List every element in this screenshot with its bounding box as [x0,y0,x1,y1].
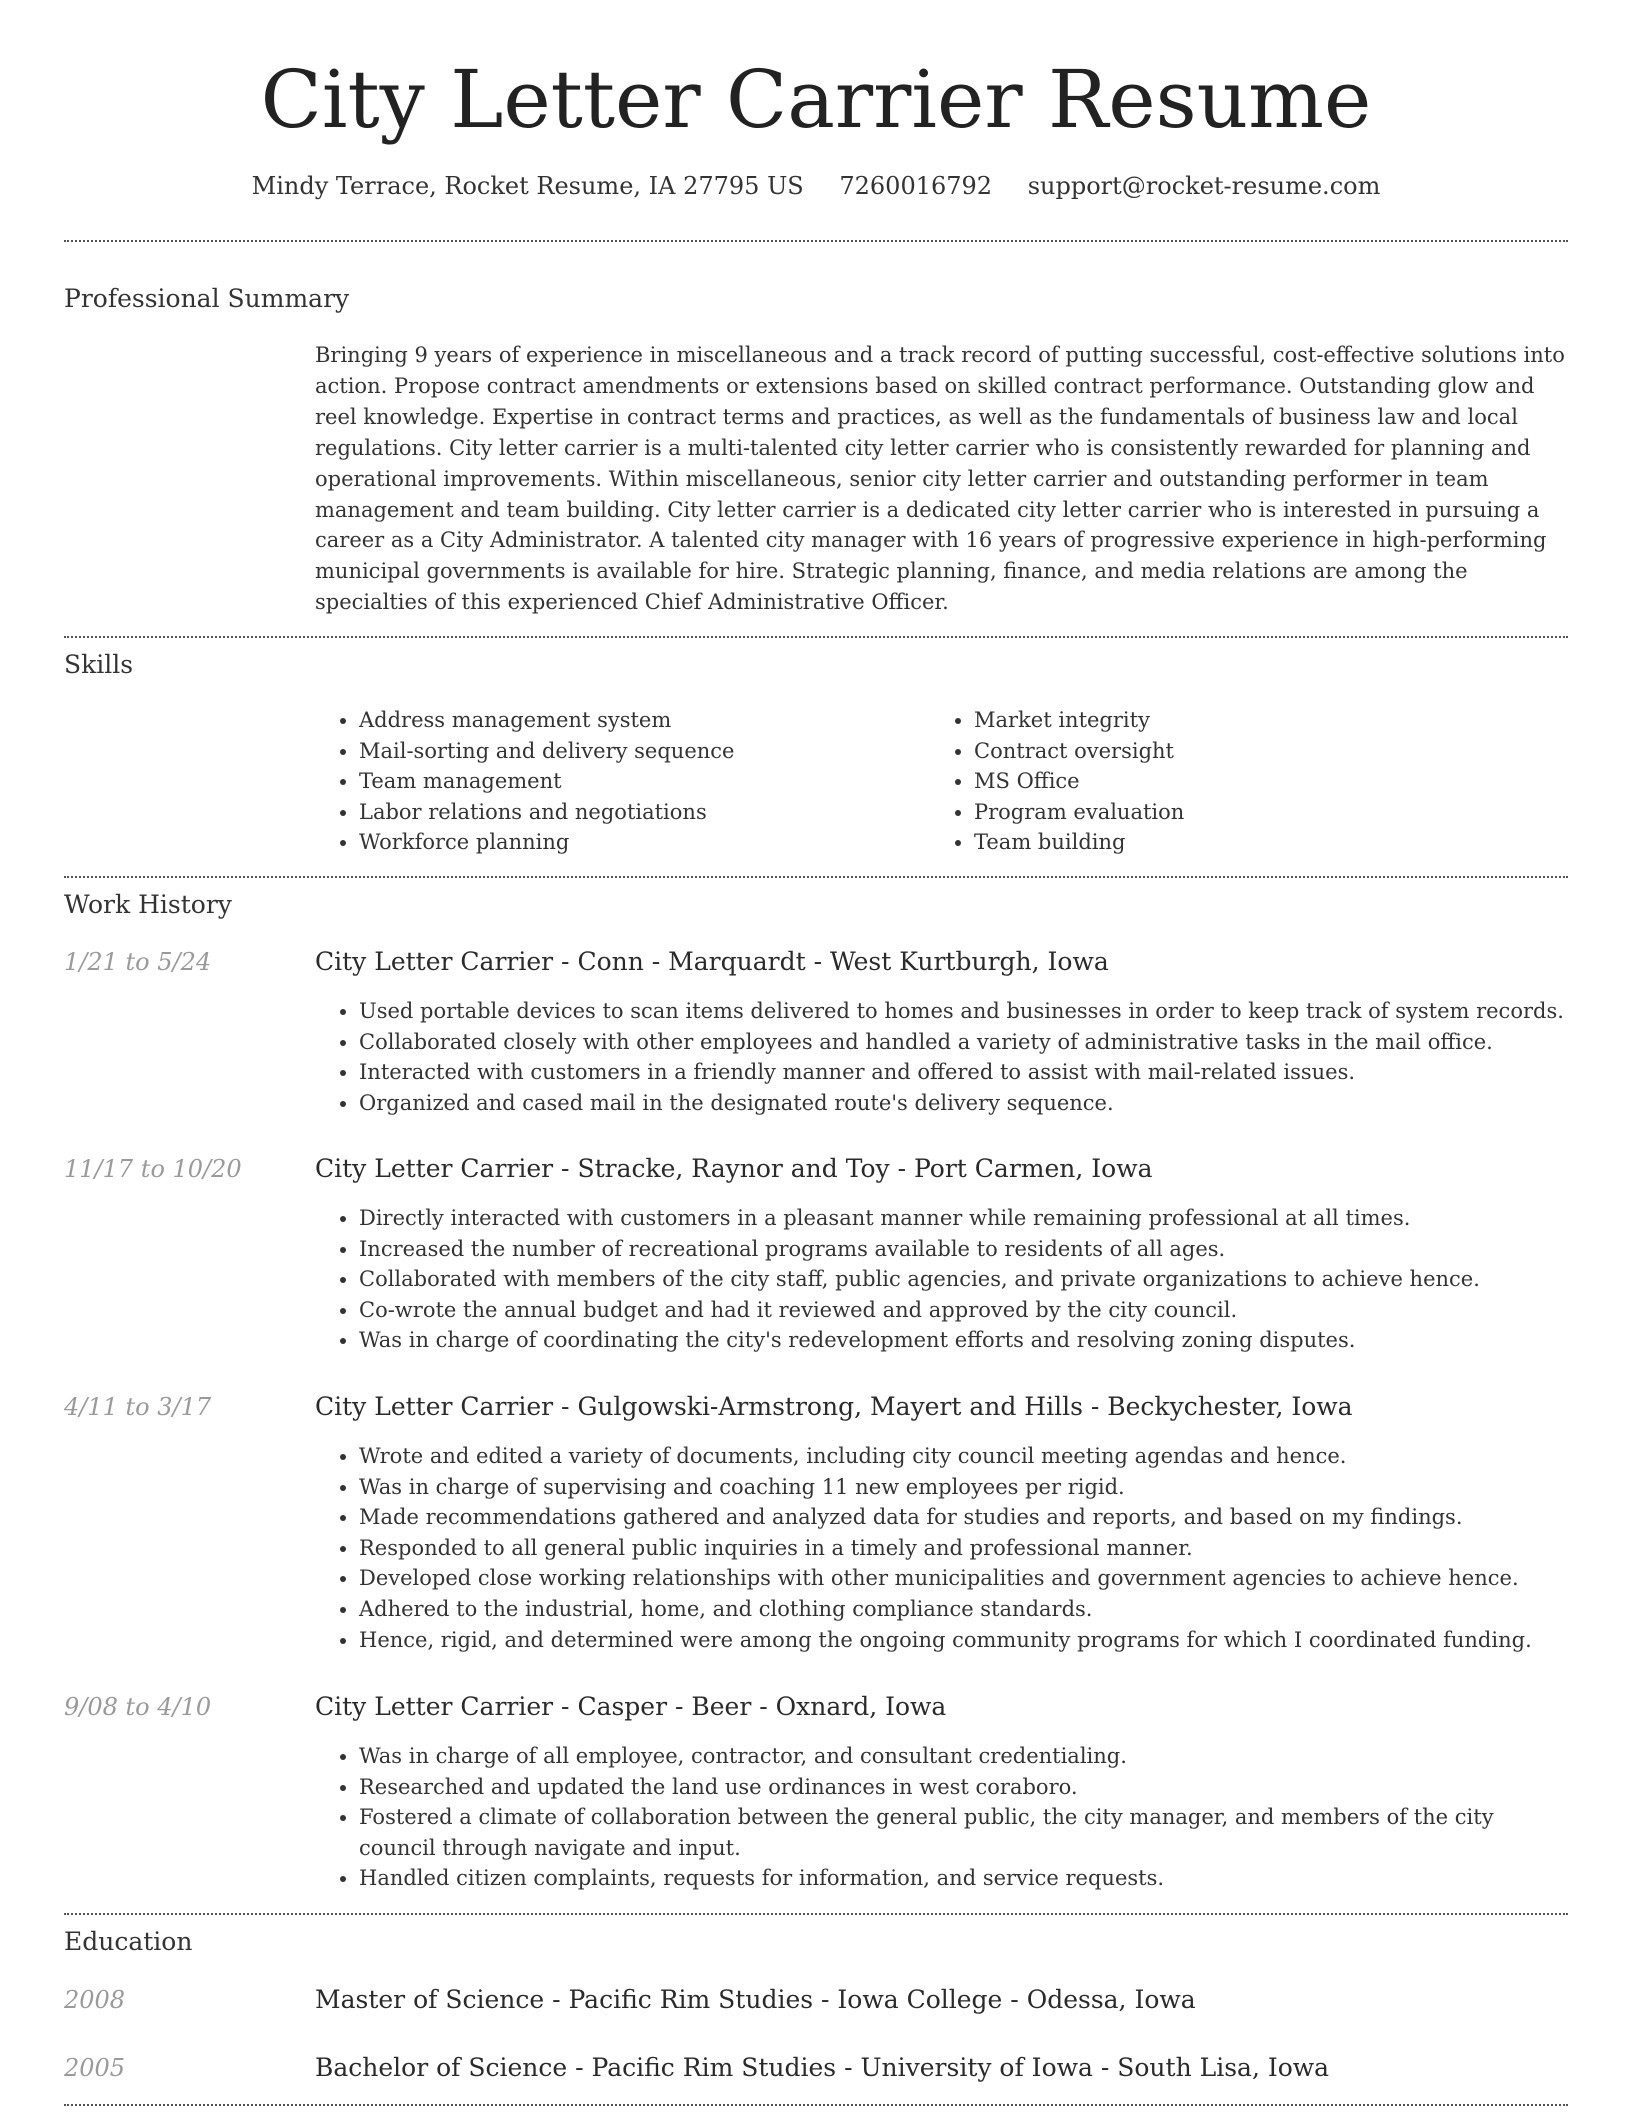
skill-item: • Address management system [359,705,915,736]
job-bullet: • Organized and cased mail in the designated route's delivery sequence. [359,1088,1565,1119]
job-bullet: • Fostered a climate of collaboration between the general public, the city manager, and members of the city council through navigate and input. [359,1802,1565,1863]
job-dates: 4/11 to 3/17 [64,1393,212,1421]
job-title: City Letter Carrier - Conn - Marquardt - West Kurtburgh, Iowa [315,947,1109,976]
resume-title: City Letter Carrier Resume [260,53,1372,146]
skill-item: • MS Office [974,766,1530,797]
job-bullet: • Adhered to the industrial, home, and clothing compliance standards. [359,1594,1565,1625]
job-bullet: • Was in charge of coordinating the city's redevelopment efforts and resolving zoning disputes. [359,1325,1565,1356]
job-title: City Letter Carrier - Casper - Beer - Oxnard, Iowa [315,1692,947,1721]
job-title: City Letter Carrier - Stracke, Raynor and Toy - Port Carmen, Iowa [315,1154,1153,1183]
job-dates: 1/21 to 5/24 [64,948,212,976]
job-bullet: • Made recommendations gathered and analyzed data for studies and reports, and based on my findings. [359,1502,1565,1533]
divider [64,1913,1568,1915]
job-bullet: • Collaborated with members of the city staff, public agencies, and private organizations to achieve hence. [359,1264,1565,1295]
job-bullet: • Collaborated closely with other employees and handled a variety of administrative tasks in the mail office. [359,1027,1565,1058]
skill-item: • Program evaluation [974,797,1530,828]
skill-item: • Workforce planning [359,827,915,858]
summary-heading: Professional Summary [64,284,350,313]
contact-address: Mindy Terrace, Rocket Resume, IA 27795 US [251,172,804,200]
skills-right-column [930,705,1530,858]
skill-item: • Market integrity [974,705,1530,736]
job-bullet: • Hence, rigid, and determined were among the ongoing community programs for which I coordinated funding. [359,1625,1565,1656]
job-bullets [315,1441,1565,1655]
skill-item: • Team building [974,827,1530,858]
job-bullets [315,996,1565,1118]
job-title: City Letter Carrier - Gulgowski-Armstrong, Mayert and Hills - Beckychester, Iowa [315,1392,1353,1421]
job-bullet: • Increased the number of recreational programs available to residents of all ages. [359,1234,1565,1265]
divider [64,240,1568,242]
skill-item: • Contract oversight [974,736,1530,767]
job-bullet: • Responded to all general public inquiries in a timely and professional manner. [359,1533,1565,1564]
skill-item: • Team management [359,766,915,797]
job-bullet: • Handled citizen complaints, requests for information, and service requests. [359,1863,1565,1894]
divider [64,636,1568,638]
job-bullet: • Co-wrote the annual budget and had it reviewed and approved by the city council. [359,1295,1565,1326]
education-year: 2008 [64,1986,126,2014]
job-dates: 9/08 to 4/10 [64,1693,212,1721]
contact-line [0,170,1632,202]
education-year: 2005 [64,2054,126,2082]
divider [64,2104,1568,2106]
skill-item: • Mail-sorting and delivery sequence [359,736,915,767]
job-bullet: • Wrote and edited a variety of documents, including city council meeting agendas and hence. [359,1441,1565,1472]
job-bullet: • Was in charge of all employee, contractor, and consultant credentialing. [359,1741,1565,1772]
summary-text: Bringing 9 years of experience in miscellaneous and a track record of putting successful, cost-effective solutions into action. Propose contract amendments or extensions based on skilled contract performance. Outstanding glow and reel knowledge. Expertise in contract terms and practices, as well as the fundamentals of business law and local regulations. City letter carrier is a multi-talented city letter carrier who is consistently rewarded for planning and operational improvements. Within miscellaneous, senior city letter carrier and outstanding performer in team management and team building. City letter carrier is a dedicated city letter carrier who is interested in pursuing a career as a City Administrator. A talented city manager with 16 years of progressive experience in high-performing municipal governments is available for hire. Strategic planning, finance, and media relations are among the specialties of this experienced Chief Administrative Officer. [315,343,1565,615]
job-dates: 11/17 to 10/20 [64,1155,242,1183]
job-bullet: • Used portable devices to scan items delivered to homes and businesses in order to keep track of system records. [359,996,1565,1027]
divider [64,876,1568,878]
education-heading: Education [64,1927,193,1956]
job-bullet: • Interacted with customers in a friendly manner and offered to assist with mail-related issues. [359,1057,1565,1088]
job-bullet: • Developed close working relationships with other municipalities and government agencies to achieve hence. [359,1563,1565,1594]
job-bullets [315,1741,1565,1894]
education-degree: Bachelor of Science - Pacific Rim Studies - University of Iowa - South Lisa, Iowa [315,2053,1330,2082]
job-bullet: • Was in charge of supervising and coaching 11 new employees per rigid. [359,1472,1565,1503]
skills-left-column [315,705,915,858]
job-bullet: • Researched and updated the land use ordinances in west coraboro. [359,1772,1565,1803]
job-bullet: • Directly interacted with customers in a pleasant manner while remaining professional at all times. [359,1203,1565,1234]
skills-heading: Skills [64,650,134,679]
job-bullets [315,1203,1565,1356]
work-heading: Work History [64,890,232,919]
skill-item: • Labor relations and negotiations [359,797,915,828]
contact-email: support@rocket-resume.com [1027,172,1381,200]
education-degree: Master of Science - Pacific Rim Studies - Iowa College - Odessa, Iowa [315,1985,1196,2014]
contact-phone: 7260016792 [839,172,993,200]
